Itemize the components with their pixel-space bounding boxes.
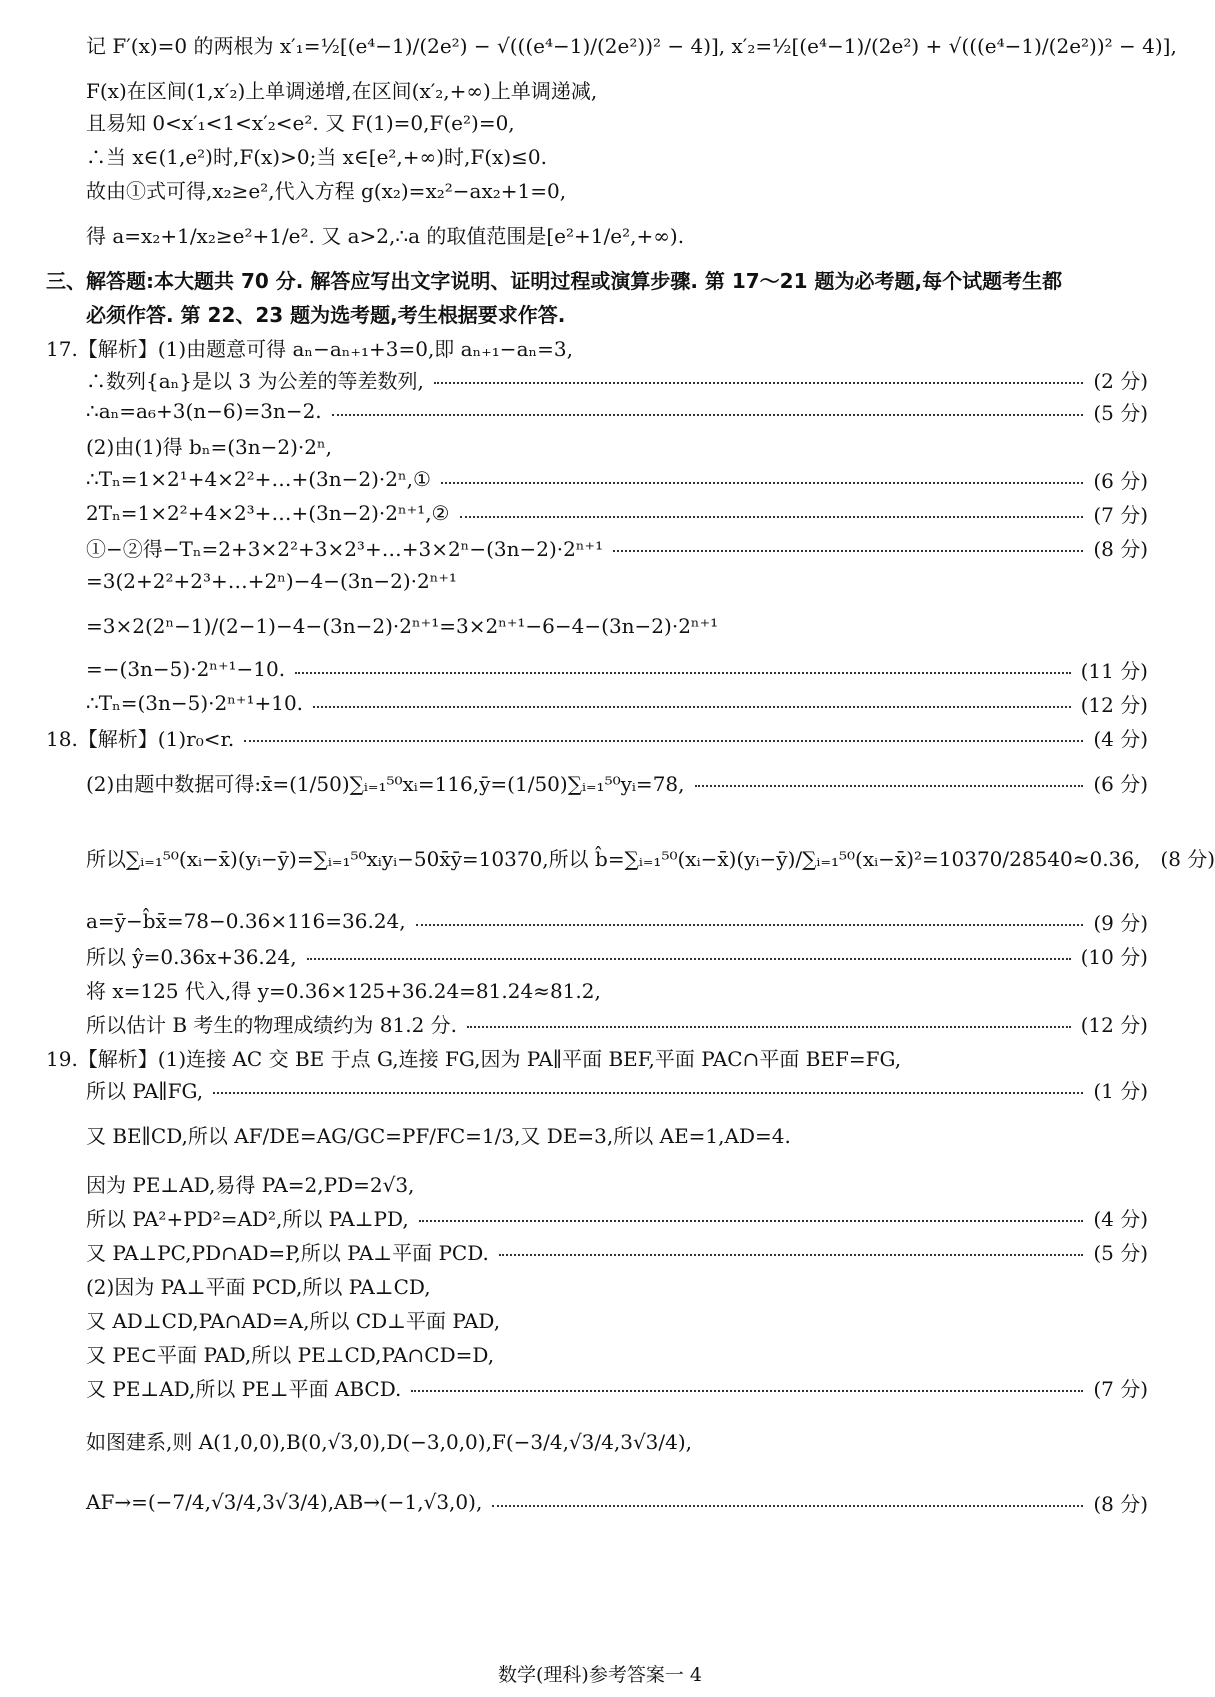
line-text: ①−②得−Tₙ=2+3×2²+3×2³+…+3×2ⁿ−(3n−2)·2ⁿ⁺¹	[86, 536, 604, 561]
line-text: a=ȳ−b̂x̄=78−0.36×116=36.24,	[86, 909, 406, 933]
line-text: 记 F′(x)=0 的两根为 x′₁=½[(e⁴−1)/(2e²) − √(((e⁴−1)/(2e²))² − 4)], x′₂=½[(e⁴−1)/(2e²) + √(((e⁴−1)/(2e²))² − 4)],	[86, 33, 1177, 58]
line-text: ∴aₙ=a₆+3(n−6)=3n−2.	[86, 399, 322, 423]
scored-line	[86, 752, 1148, 812]
score-label: (9 分)	[1093, 910, 1148, 935]
leader-dots	[332, 414, 1084, 416]
page-footer: 数学(理科)参考答案一 4	[498, 1664, 702, 1686]
line-text: 2Tₙ=1×2²+4×2³+…+(3n−2)·2ⁿ⁺¹,②	[86, 501, 450, 525]
leader-dots	[460, 516, 1084, 518]
score-label: (7 分)	[1093, 502, 1148, 527]
scored-line	[86, 462, 1148, 496]
leader-dots	[313, 706, 1071, 708]
text-line	[86, 1166, 1148, 1200]
line-text: 又 PA⊥PC,PD∩AD=P,所以 PA⊥平面 PCD.	[86, 1240, 489, 1265]
leader-dots	[695, 785, 1084, 787]
score-label: (7 分)	[1093, 1376, 1148, 1401]
scored-line	[86, 812, 1215, 902]
scored-line	[86, 1234, 1148, 1268]
line-text: =−(3n−5)·2ⁿ⁺¹−10.	[86, 657, 286, 681]
section-heading	[46, 262, 1148, 296]
leader-dots	[419, 1220, 1084, 1222]
scored-line	[86, 652, 1148, 686]
line-text: ∴当 x∈(1,e²)时,F(x)>0;当 x∈[e²,+∞)时,F(x)≤0.	[86, 144, 547, 169]
scored-line	[86, 1200, 1148, 1234]
text-line	[86, 1268, 1148, 1302]
scored-line	[86, 904, 1148, 938]
text-line	[86, 204, 1148, 264]
score-label: (4 分)	[1093, 726, 1148, 751]
line-text: 又 AD⊥CD,PA∩AD=A,所以 CD⊥平面 PAD,	[86, 1308, 501, 1333]
text-line	[86, 138, 1148, 172]
leader-dots	[467, 1026, 1071, 1028]
leader-dots	[499, 1254, 1083, 1256]
score-label: (10 分)	[1080, 944, 1148, 969]
line-text: =3(2+2²+2³+…+2ⁿ)−4−(3n−2)·2ⁿ⁺¹	[86, 569, 457, 593]
text-line	[86, 104, 1148, 138]
score-label: (4 分)	[1093, 1206, 1148, 1231]
line-text: 必须作答. 第 22、23 题为选考题,考生根据要求作答.	[86, 302, 566, 327]
line-text: 18.【解析】(1)r₀<r.	[46, 726, 235, 751]
line-text: 所以估计 B 考生的物理成绩约为 81.2 分.	[86, 1012, 458, 1037]
line-text: 且易知 0<x′₁<1<x′₂<e². 又 F(1)=0,F(e²)=0,	[86, 110, 515, 135]
line-text: 所以 ŷ=0.36x+36.24,	[86, 944, 297, 969]
leader-dots	[213, 1092, 1083, 1094]
leader-dots	[295, 672, 1070, 674]
leader-dots	[613, 550, 1083, 552]
scored-line	[86, 362, 1148, 396]
scored-line	[86, 686, 1148, 720]
line-text: 又 BE∥CD,所以 AF/DE=AG/GC=PF/FC=1/3,又 DE=3,所以 AE=1,AD=4.	[86, 1123, 791, 1148]
scored-line	[86, 1472, 1148, 1532]
score-label: (2 分)	[1093, 368, 1148, 393]
line-text: ∴数列{aₙ}是以 3 为公差的等差数列,	[86, 368, 424, 393]
line-text: 19.【解析】(1)连接 AC 交 BE 于点 G,连接 FG,因为 PA∥平面 BEF,平面 PAC∩平面 BEF=FG,	[46, 1046, 902, 1071]
leader-dots	[244, 740, 1083, 742]
scored-line	[46, 720, 1148, 754]
line-text: 如图建系,则 A(1,0,0),B(0,√3,0),D(−3,0,0),F(−3/4,√3/4,3√3/4),	[86, 1429, 693, 1454]
line-text: 所以∑ᵢ₌₁⁵⁰(xᵢ−x̄)(yᵢ−ȳ)=∑ᵢ₌₁⁵⁰xᵢyᵢ−50x̄ȳ=10370,所以 b̂=∑ᵢ₌₁⁵⁰(xᵢ−x̄)(yᵢ−ȳ)/∑ᵢ₌₁⁵⁰(xᵢ−x̄)²=10370/28540≈0.36,	[86, 846, 1141, 871]
scored-line	[86, 530, 1148, 564]
text-line	[86, 564, 1148, 598]
scored-line	[86, 394, 1148, 428]
text-line	[46, 1040, 1148, 1074]
text-line	[86, 72, 1148, 106]
scored-line	[86, 1072, 1148, 1106]
leader-dots	[434, 382, 1083, 384]
text-line	[86, 596, 1148, 656]
text-line	[86, 1336, 1148, 1370]
score-label: (5 分)	[1093, 400, 1148, 425]
line-text: ∴Tₙ=1×2¹+4×2²+…+(3n−2)·2ⁿ,①	[86, 467, 431, 491]
score-label: (1 分)	[1093, 1078, 1148, 1103]
scored-line	[86, 938, 1148, 972]
line-text: 因为 PE⊥AD,易得 PA=2,PD=2√3,	[86, 1172, 415, 1197]
line-text: ∴Tₙ=(3n−5)·2ⁿ⁺¹+10.	[86, 691, 304, 715]
scored-line	[86, 1370, 1148, 1404]
section-heading	[86, 296, 1148, 330]
line-text: 又 PE⊂平面 PAD,所以 PE⊥CD,PA∩CD=D,	[86, 1342, 495, 1367]
scored-line	[86, 1006, 1148, 1040]
text-line	[86, 972, 1148, 1006]
line-text: 所以 PA²+PD²=AD²,所以 PA⊥PD,	[86, 1206, 409, 1231]
leader-dots	[416, 924, 1084, 926]
line-text: F(x)在区间(1,x′₂)上单调递增,在区间(x′₂,+∞)上单调递减,	[86, 78, 598, 103]
score-label: (11 分)	[1080, 658, 1148, 683]
text-line	[86, 1410, 1148, 1470]
text-line	[86, 1302, 1148, 1336]
text-line	[86, 14, 1177, 74]
line-text: 三、解答题:本大题共 70 分. 解答应写出文字说明、证明过程或演算步骤. 第 17～21 题为必考题,每个试题考生都	[46, 268, 1063, 293]
leader-dots	[492, 1505, 1083, 1507]
text-line	[86, 1104, 1148, 1164]
score-label: (5 分)	[1093, 1240, 1148, 1265]
score-label: (8 分)	[1093, 536, 1148, 561]
score-label: (12 分)	[1080, 692, 1148, 717]
score-label: (6 分)	[1093, 771, 1148, 796]
text-line	[86, 428, 1148, 462]
scored-line	[86, 496, 1148, 530]
score-label: (12 分)	[1080, 1012, 1148, 1037]
text-line	[46, 330, 1148, 364]
score-label: (8 分)	[1093, 1491, 1148, 1516]
line-text: (2)由(1)得 bₙ=(3n−2)·2ⁿ,	[86, 434, 333, 459]
text-line	[86, 172, 1148, 206]
line-text: 所以 PA∥FG,	[86, 1078, 204, 1103]
line-text: 得 a=x₂+1/x₂≥e²+1/e². 又 a>2,∴a 的取值范围是[e²+1/e²,+∞).	[86, 223, 685, 248]
leader-dots	[441, 482, 1083, 484]
leader-dots	[411, 1390, 1083, 1392]
line-text: (2)由题中数据可得:x̄=(1/50)∑ᵢ₌₁⁵⁰xᵢ=116,ȳ=(1/50)∑ᵢ₌₁⁵⁰yᵢ=78,	[86, 771, 685, 796]
line-text: 故由①式可得,x₂≥e²,代入方程 g(x₂)=x₂²−ax₂+1=0,	[86, 178, 567, 203]
score-label: (6 分)	[1093, 468, 1148, 493]
leader-dots	[307, 958, 1071, 960]
line-text: 17.【解析】(1)由题意可得 aₙ−aₙ₊₁+3=0,即 aₙ₊₁−aₙ=3,	[46, 336, 573, 361]
line-text: 又 PE⊥AD,所以 PE⊥平面 ABCD.	[86, 1376, 402, 1401]
line-text: 将 x=125 代入,得 y=0.36×125+36.24=81.24≈81.2,	[86, 978, 601, 1003]
line-text: =3×2(2ⁿ−1)/(2−1)−4−(3n−2)·2ⁿ⁺¹=3×2ⁿ⁺¹−6−4−(3n−2)·2ⁿ⁺¹	[86, 614, 719, 638]
score-label: (8 分)	[1160, 846, 1215, 871]
line-text: AF→=(−7/4,√3/4,3√3/4),AB→(−1,√3,0),	[86, 1490, 483, 1514]
line-text: (2)因为 PA⊥平面 PCD,所以 PA⊥CD,	[86, 1274, 431, 1299]
